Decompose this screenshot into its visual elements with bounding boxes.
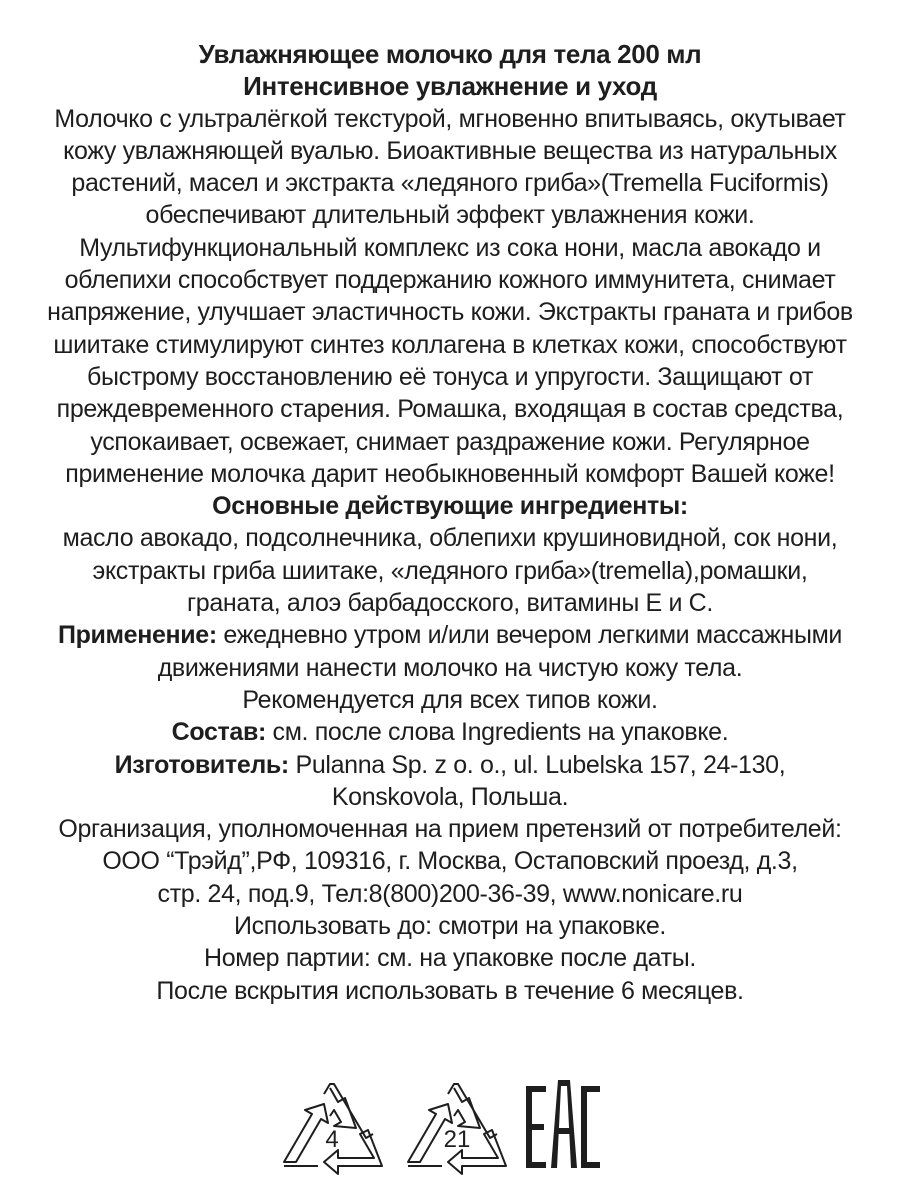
description-line: применение молочка дарит необыкновенный комфорт Вашей коже! [65,459,835,488]
ingredients-line: экстракты гриба шиитаке, «ледяного гриба»(tremella),ромашки, [92,556,808,585]
usage-line: Рекомендуется для всех типов кожи. [242,685,658,714]
description-line: растений, масел и экстракта «ледяного гриба»(Tremella Fuciformis) [71,169,829,198]
eac-mark [524,1076,602,1176]
ingredients-heading: Основные действующие ингредиенты: [212,492,688,521]
ingredients-line: масло авокадо, подсолнечника, облепихи крушиновидной, сок нони, [62,524,838,553]
manufacturer-line [0,749,900,781]
ingredients-line: граната, алоэ барбадосского, витамины Е и С. [187,589,713,618]
usage-label: Применение: [57,621,217,650]
footer-line: Организация, уполномоченная на прием претензий от потребителей: [58,815,842,844]
product-subtitle: Интенсивное увлажнение и уход [243,71,657,102]
description-line: шиитаке стимулируют синтез коллагена в клетках кожи, способствуют [53,330,847,359]
recycle-number: 4 [325,1126,339,1153]
manufacturer-text: Pulanna Sp. z o. o., ul. Lubelska 157, 24-130, [288,750,786,779]
description-line: облепихи способствует поддержанию кожного иммунитета, снимает [64,266,836,295]
composition-line [0,716,900,748]
product-title: Увлажняющее молочко для тела 200 мл [198,39,702,69]
composition-text: см. после слова Ingredients на упаковке. [265,718,729,747]
manufacturer-label: Изготовитель: [114,750,289,779]
description-line: быстрому восстановлению её тонуса и упругости. Защищают от [87,362,813,391]
description-line: преждевременного старения. Ромашка, входящая в состав средства, [56,395,844,424]
description-line: успокаивает, освежает, снимает раздражение кожи. Регулярное [90,427,810,456]
description-line: Мультифункциональный комплекс из сока нони, масла авокадо и [79,233,821,262]
description-line: Молочко с ультралёгкой текстурой, мгновенно впитываясь, окутывает [54,104,846,133]
usage-line [0,619,900,651]
certification-symbols [0,1076,900,1186]
recycle-symbol-4 [278,1076,386,1176]
usage-text: ежедневно утром и/или вечером легкими массажными [216,621,843,650]
description-line: обеспечивают длительный эффект увлажнения кожи. [145,201,755,230]
manufacturer-line: Konskovola, Польша. [331,782,569,811]
footer-line: стр. 24, под.9, Тел:8(800)200-36-39, www.nonicare.ru [157,879,743,908]
footer-line: После вскрытия использовать в течение 6 месяцев. [156,976,744,1005]
composition-label: Состав: [171,718,266,747]
description-line: напряжение, улучшает эластичность кожи. Экстракты граната и грибов [47,298,853,327]
description-line: кожу увлажняющей вуалью. Биоактивные вещества из натуральных [63,136,837,165]
footer-line: ООО “Трэйд”,РФ, 109316, г. Москва, Остаповский проезд, д.3, [102,847,798,876]
eac-mark-icon [524,1076,602,1176]
recycle-symbol-21 [402,1076,510,1176]
footer-line: Номер партии: см. на упаковке после даты. [204,944,696,973]
footer-line: Использовать до: смотри на упаковке. [234,912,666,941]
usage-line: движениями нанести молочко на чистую кожу тела. [157,653,743,682]
label-text [0,38,900,1007]
recycle-number: 21 [443,1126,471,1153]
